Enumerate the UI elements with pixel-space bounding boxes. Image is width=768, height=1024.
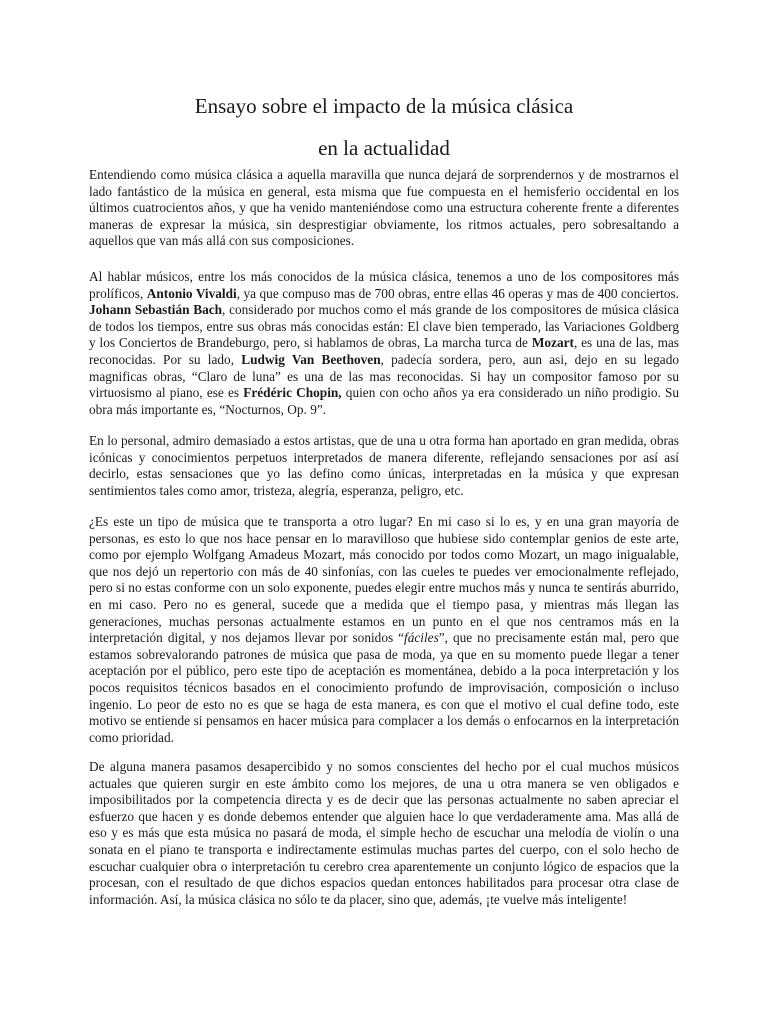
title-line-1: Ensayo sobre el impacto de la música clásica: [194, 94, 574, 118]
text-span: Al hablar músicos, entre los más conocidos de la música clásica, tenemos a uno de los compositores más prolíficos,: [89, 269, 679, 301]
italic-word-faciles: fáciles: [404, 630, 439, 646]
paragraph-composers: [89, 269, 679, 418]
text-span: , considerado por muchos como el más grande de los compositores de música clásica de todos los tiempos, entre sus obras más conocidas están: El clave bien temperado, las Variaciones Goldberg y los Conciertos de Brandeburgo, pero, si hablamos de obras, La marcha turca de: [89, 302, 679, 351]
text-span: quien con ocho años ya era considerado un niño prodigio. Su obra más importante es, “Nocturnos, Op. 9”.: [89, 385, 680, 417]
title-line-2: en la actualidad: [318, 136, 450, 160]
composer-name-mozart: Mozart: [531, 335, 574, 351]
paragraph-personal: En lo personal, admiro demasiado a estos artistas, que de una u otra forma han aportado en gran medida, obras icónicas y conocimientos perpetuos interpretados de manera diferente, reflejando sensaciones por así así decirlo, estas sensaciones que yo las defino como únicas, interpretadas en la música y que expresan sentimientos tales como amor, tristeza, alegría, esperanza, peligro, etc.: [89, 433, 679, 498]
composer-name-vivaldi: Antonio Vivaldi: [146, 285, 237, 301]
text-span: ¿Es este un tipo de música que te transporta a otro lugar? En mi caso si lo es, y en una gran mayoría de personas, es esto lo que nos hace pensar en lo maravilloso que hubiese sido contemplar genios de este arte, como por ejemplo Wolfgang Amadeus Mozart, más conocido por todos como Mozart, un mago inigualable, que nos dejó un repertorio con más de 40 sinfonías, con las cueles te puedes ver emocionalmente reflejado, pero si no estas conforme con un solo exponente, puedes elegir entre muchos más y nunca te sentirás aburrido, en mi caso. Pero no es general, sucede que a medida que el tiempo pasa, y mientras más llegan las generaciones, muchas personas actualmente estamos en un punto en el que nos centramos más en la interpretación digital, y nos dejamos llevar por sonidos “: [89, 514, 679, 646]
paragraph-intro: Entendiendo como música clásica a aquella maravilla que nunca dejará de sorprendernos y de mostrarnos el lado fantástico de la música en general, esta misma que fue compuesta en el hemisferio occidental en los últimos cuatrocientos años, y que ha venido manteniéndose como una estructura coherente frente a diferentes maneras de expresar la música, sin desprestigiar obviamente, los ritmos actuales, pero sobresaltando a aquellos que van más allá con sus composiciones.: [89, 167, 679, 249]
paragraph-question: [89, 514, 679, 746]
paragraph-conclusion: De alguna manera pasamos desapercibido y no somos conscientes del hecho por el cual muchos músicos actuales que quieren surgir en este ámbito como los mejores, de una u otra manera se ven obligados e imposibilitados por la competencia directa y es de decir que las personas actualmente no saben apreciar el esfuerzo que hacen y es donde debemos entender que alguien hace lo que verdaderamente ama. Mas allá de eso y es más que esta música no pasará de moda, el simple hecho de escuchar una melodía de violín o una sonata en el piano te transporta e indirectamente estimulas muchas partes del cuerpo, con el solo hecho de escuchar cualquier obra o interpretación tu cerebro crea aparentemente un conjunto lógico de espacios que la procesan, con el resultado de que dichos espacios quedan entonces habilitados para procesar otra clase de información. Así, la música clásica no sólo te da placer, sino que, además, ¡te vuelve más inteligente!: [89, 759, 679, 907]
text-span: ”, que no precisamente están mal, pero que estamos sobrevalorando patrones de música que pasa de moda, ya que en su momento puede llegar a tener aceptación por el público, pero este tipo de aceptación es momentánea, debido a la poca interpretación y los pocos requisitos técnicos basados en el conocimiento profundo de improvisación, composición o incluso ingenio. Lo peor de esto no es que se haga de esta manera, es con que el motivo el cual define todo, este motivo se entiende si pensamos en hacer música para complacer a los demás o enfocarnos en la interpretación como prioridad.: [89, 630, 679, 745]
text-span: , es una de las, mas reconocidas. Por su lado,: [89, 335, 679, 367]
text-span: , ya que compuso mas de 700 obras, entre ellas 46 operas y mas de 400 conciertos.: [236, 285, 679, 301]
composer-name-chopin: Frédéric Chopin,: [243, 385, 342, 401]
composer-name-bach: Johann Sebastián Bach: [89, 302, 223, 318]
text-span: , padecía sordera, pero, aun asi, dejo en su legado magnificas obras, “Claro de luna” es una de las mas reconocidas. Si hay un compositor famoso por su virtuosismo al piano, ese es: [89, 351, 680, 401]
composer-name-beethoven: Ludwig Van Beethoven: [241, 351, 381, 367]
